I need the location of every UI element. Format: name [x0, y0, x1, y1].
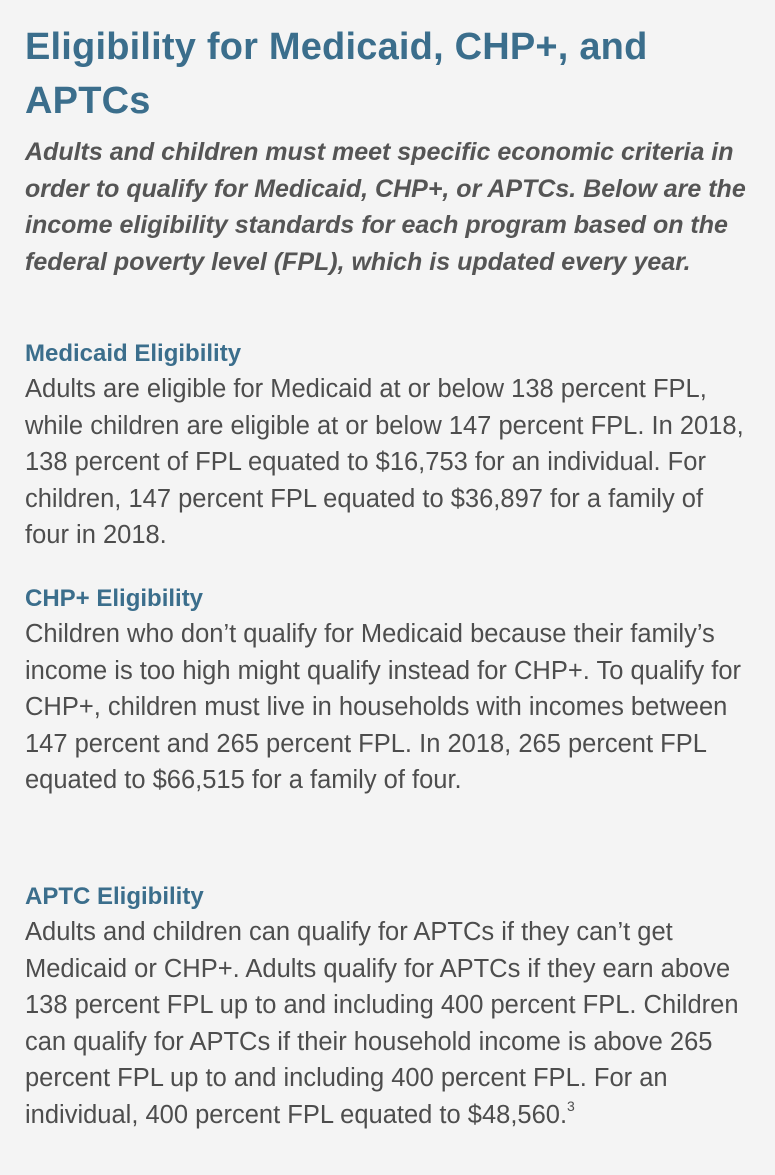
section-heading-aptc: APTC Eligibility [25, 883, 204, 910]
section-aptc [25, 880, 750, 1134]
section-body-aptc-text: Adults and children can qualify for APTCs if they can’t get Medicaid or CHP+. Adults qualify for APTCs if they earn above 138 percent FPL up to and including 400 percent FPL. Children can qualify for APTCs if their household income is above 265 percent FPL up to and including 400 percent FPL. For an individual, 400 percent FPL equated to $48,560. [25, 918, 739, 1129]
section-body-medicaid: Adults are eligible for Medicaid at or below 138 percent FPL, while children are eligible at or below 147 percent FPL. In 2018, 138 percent of FPL equated to $16,753 for an individual. For children, 147 percent FPL equated to $36,897 for a family of four in 2018. [25, 375, 744, 550]
document-page [25, 0, 750, 1129]
section-body-aptc [25, 914, 750, 1134]
footnote-marker: 3 [567, 1097, 575, 1114]
section-chp [25, 582, 750, 799]
section-heading-chp: CHP+ Eligibility [25, 585, 204, 612]
section-heading-medicaid: Medicaid Eligibility [25, 340, 242, 367]
page-title: Eligibility for Medicaid, CHP+, and APTCs [25, 26, 648, 122]
section-medicaid [25, 337, 750, 554]
section-body-chp: Children who don’t qualify for Medicaid because their family’s income is too high might qualify instead for CHP+. To qualify for CHP+, children must live in households with incomes between 147 percent and 265 percent FPL. In 2018, 265 percent FPL equated to $66,515 for a family of four. [25, 620, 742, 795]
intro-paragraph: Adults and children must meet specific economic criteria in order to qualify for Medicaid, CHP+, or APTCs. Below are the income eligibility standards for each program based on the federal poverty level (FPL), which is updated every year. [25, 138, 746, 276]
